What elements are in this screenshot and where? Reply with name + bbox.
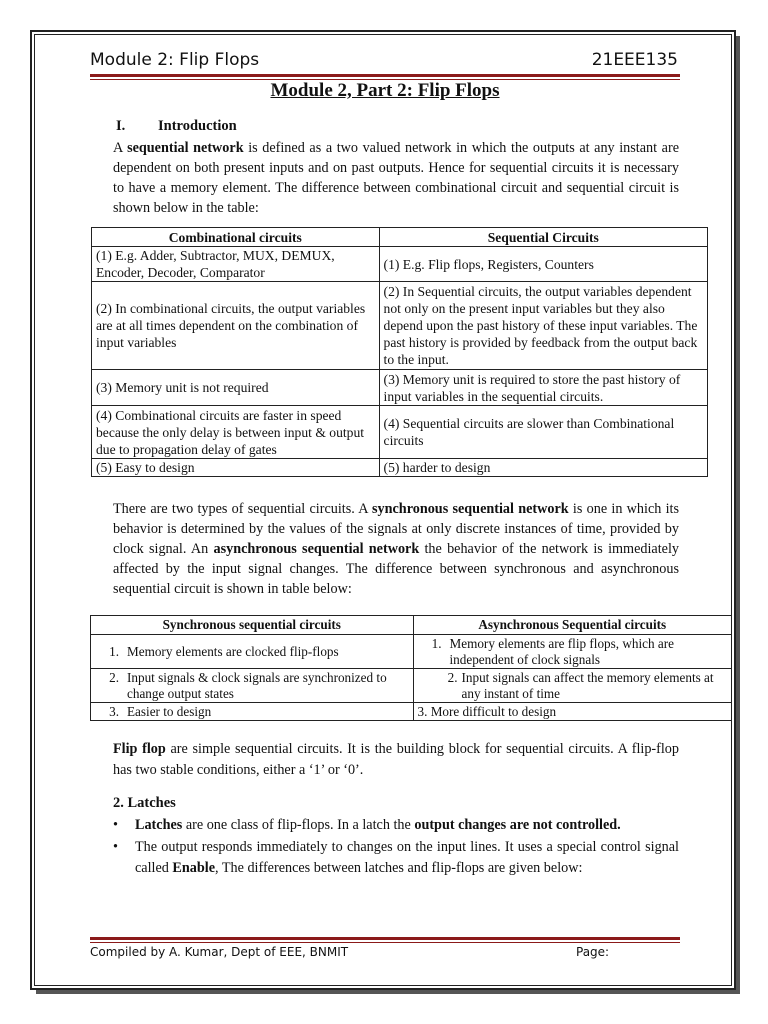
table-cell: (2) In combinational circuits, the output variables are at all times dependent on the combination of input variables xyxy=(92,282,380,370)
bullet-icon: • xyxy=(113,839,118,855)
table-header-cell: Synchronous sequential circuits xyxy=(91,616,414,635)
footer-rule xyxy=(90,937,680,940)
table-cell xyxy=(91,703,414,721)
bullet-text: , The differences between latches and flip-flops are given below: xyxy=(215,860,583,876)
item-number: 2. xyxy=(109,669,119,685)
section-heading-introduction xyxy=(116,118,237,135)
sync-text-2: is one in which its behavior is determined by the values of the signals at only discrete instances of time, provided by clock signal. An xyxy=(113,501,680,557)
table-cell: (5) Easy to design xyxy=(92,459,380,477)
table-row xyxy=(92,459,708,477)
table-cell: (2) In Sequential circuits, the output variables dependent not only on the present input variables but they also depend upon the past history of these input variables. The past history is provided by feedback from the output back to the input. xyxy=(379,282,707,370)
enable-bold-term: Enable xyxy=(172,860,215,876)
bullet-text: The output responds immediately to changes on the input lines. It uses a special control signal called xyxy=(135,839,679,876)
section-number: 2. xyxy=(113,795,124,811)
page-header xyxy=(90,48,680,74)
bullet-icon: • xyxy=(113,817,118,833)
header-rule xyxy=(90,74,680,77)
footer-page-label: Page: xyxy=(576,945,610,959)
bullet-text: are one class of flip-flops. In a latch the xyxy=(182,817,415,833)
table-row xyxy=(92,282,708,370)
table-cell: (3) Memory unit is not required xyxy=(92,370,380,406)
intro-text-rest: is defined as a two valued network in which the outputs at any instant are dependent on both present inputs and on past outputs. Hence for sequential circuits it is necessary to have a memory element. The difference between combinational circuit and sequential circuit is shown below in the table: xyxy=(113,140,679,216)
page-shadow-bottom xyxy=(36,990,740,994)
section-title: Introduction xyxy=(158,118,237,134)
table-row xyxy=(91,669,732,703)
table-cell: (4) Combinational circuits are faster in speed because the only delay is between input & output due to propagation delay of gates xyxy=(92,406,380,459)
intro-text-a: A xyxy=(113,140,128,156)
table-cell: 3. More difficult to design xyxy=(413,703,732,721)
table-row xyxy=(92,247,708,282)
item-text: Input signals can affect the memory elements at any instant of time xyxy=(461,669,714,701)
table-header-row xyxy=(91,616,732,635)
table-header-cell: Combinational circuits xyxy=(92,228,380,247)
table-cell xyxy=(91,669,414,703)
sync-text-3: the behavior of the network is immediately affected by the input signal changes. The difference between synchronous and asynchronous sequential circuit is shown in table below: xyxy=(113,541,679,597)
table-cell xyxy=(91,635,414,669)
footer-compiled-by: Compiled by A. Kumar, Dept of EEE, BNMIT xyxy=(90,945,349,959)
sync-text-1: There are two types of sequential circuits. A xyxy=(113,501,372,517)
list-item xyxy=(113,815,679,836)
header-course-code: 21EEE135 xyxy=(591,50,678,70)
intro-paragraph xyxy=(113,138,679,218)
list-item xyxy=(113,837,679,879)
table-cell xyxy=(413,635,732,669)
table-header-row xyxy=(92,228,708,247)
intro-bold-term: sequential network xyxy=(127,140,244,156)
latches-bold-term: Latches xyxy=(135,817,183,833)
page-shadow-right xyxy=(736,36,740,994)
table-row xyxy=(92,406,708,459)
table-row xyxy=(91,635,732,669)
section-title: Latches xyxy=(127,795,176,811)
flipflop-paragraph xyxy=(113,739,679,781)
item-number: 1. xyxy=(431,635,442,651)
item-number: 1. xyxy=(109,643,119,659)
table-cell: (5) harder to design xyxy=(379,459,707,477)
comparison-table-combinational-sequential xyxy=(91,227,708,477)
sync-bold-term: synchronous sequential network xyxy=(372,501,569,517)
header-module: Module 2: Flip Flops xyxy=(90,50,260,70)
flipflop-text: are simple sequential circuits. It is the building block for sequential circuits. A flip-flop has two stable conditions, either a ‘1’ or ‘0’. xyxy=(113,741,679,778)
item-text: Memory elements are clocked flip-flops xyxy=(127,643,339,659)
flipflop-bold-term: Flip flop xyxy=(113,741,166,757)
item-text: Easier to design xyxy=(127,703,212,719)
table-cell: (1) E.g. Adder, Subtractor, MUX, DEMUX, Encoder, Decoder, Comparator xyxy=(92,247,380,282)
table-row xyxy=(91,703,732,721)
table-cell xyxy=(413,669,732,703)
table-cell: (1) E.g. Flip flops, Registers, Counters xyxy=(379,247,707,282)
table-cell: (4) Sequential circuits are slower than Combinational circuits xyxy=(379,406,707,459)
bullet-bold-text: output changes are not controlled. xyxy=(414,817,621,833)
table-header-cell: Asynchronous Sequential circuits xyxy=(413,616,732,635)
sync-async-paragraph xyxy=(113,499,679,599)
table-cell: (3) Memory unit is required to store the past history of input variables in the sequential circuits. xyxy=(379,370,707,406)
section-heading-latches xyxy=(113,795,176,812)
table-row xyxy=(92,370,708,406)
page-title: Module 2, Part 2: Flip Flops xyxy=(270,80,500,101)
comparison-table-sync-async xyxy=(90,615,732,721)
item-text: Memory elements are flip flops, which are independent of clock signals xyxy=(449,635,674,667)
section-number: I. xyxy=(116,118,126,134)
async-bold-term: asynchronous sequential network xyxy=(213,541,420,557)
footer-rule-thin xyxy=(90,942,680,943)
item-text: Input signals & clock signals are synchronized to change output states xyxy=(127,669,387,701)
item-number: 3. xyxy=(109,703,119,719)
item-number: 2. xyxy=(447,669,458,685)
table-header-cell: Sequential Circuits xyxy=(379,228,707,247)
